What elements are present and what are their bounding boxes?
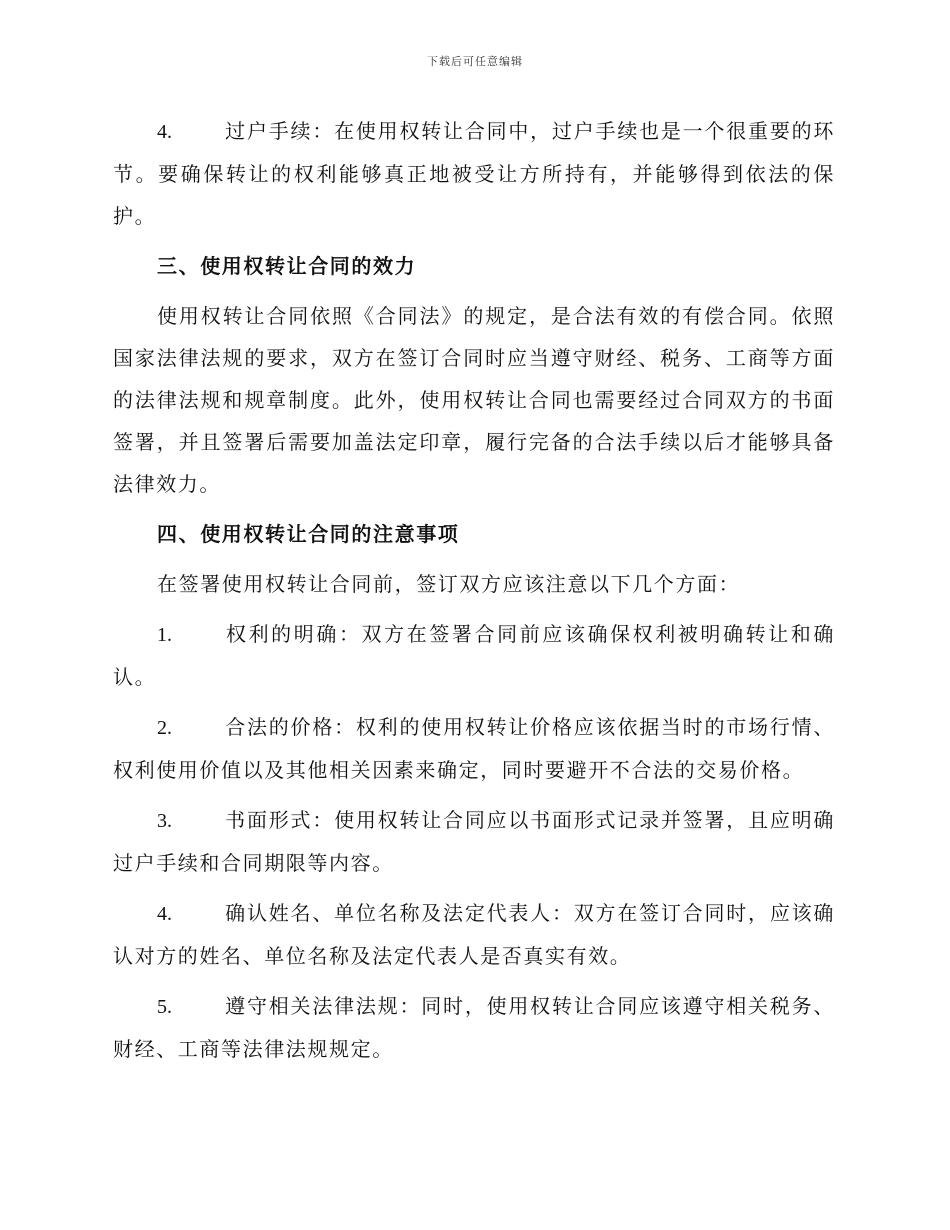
list-item-number: 4. <box>157 903 172 925</box>
list-item-number: 2. <box>157 717 172 739</box>
list-item-text: 确认姓名、单位名称及法定代表人：双方在签订合同时，应该确认对方的姓名、单位名称及法定代表人是否真实有效。 <box>113 901 835 968</box>
list-item-legal-compliance <box>113 985 835 1070</box>
list-item-identity-confirmation <box>113 892 835 977</box>
list-item-number: 5. <box>157 996 172 1018</box>
list-item-transfer-procedure <box>113 110 835 237</box>
list-item-text: 合法的价格：权利的使用权转让价格应该依据当时的市场行情、权利使用价值以及其他相关因素来确定，同时要避开不合法的交易价格。 <box>113 715 835 782</box>
list-item-number: 1. <box>157 624 172 646</box>
section-heading-notes: 四、使用权转让合同的注意事项 <box>157 522 460 546</box>
list-item-text: 权利的明确：双方在签署合同前应该确保权利被明确转让和确认。 <box>113 622 835 689</box>
list-item-legal-price <box>113 706 835 791</box>
list-item-number: 4. <box>157 121 172 143</box>
list-item-text: 书面形式：使用权转让合同应以书面形式记录并签署，且应明确过户手续和合同期限等内容。 <box>113 808 835 875</box>
list-item-number: 3. <box>157 810 172 832</box>
section-heading-effect: 三、使用权转让合同的效力 <box>157 254 417 278</box>
paragraph-notes-intro: 在签署使用权转让合同前，签订双方应该注意以下几个方面： <box>157 572 741 596</box>
list-item-written-form <box>113 799 835 884</box>
list-item-text: 遵守相关法律法规：同时，使用权转让合同应该遵守相关税务、财经、工商等法律法规规定。 <box>113 994 835 1061</box>
list-item-text: 过户手续：在使用权转让合同中，过户手续也是一个很重要的环节。要确保转让的权利能够真正地被受让方所持有，并能够得到依法的保护。 <box>113 119 835 228</box>
document-body <box>113 110 835 1078</box>
paragraph-effect: 使用权转让合同依照《合同法》的规定，是合法有效的有偿合同。依照国家法律法规的要求，双方在签订合同时应当遵守财经、税务、工商等方面的法律法规和规章制度。此外，使用权转让合同也需要经过合同双方的书面签署，并且签署后需要加盖法定印章，履行完备的合法手续以后才能够具备法律效力。 <box>113 304 835 496</box>
list-item-rights-clarity <box>113 613 835 698</box>
page-header: 下载后可任意编辑 <box>427 55 523 68</box>
